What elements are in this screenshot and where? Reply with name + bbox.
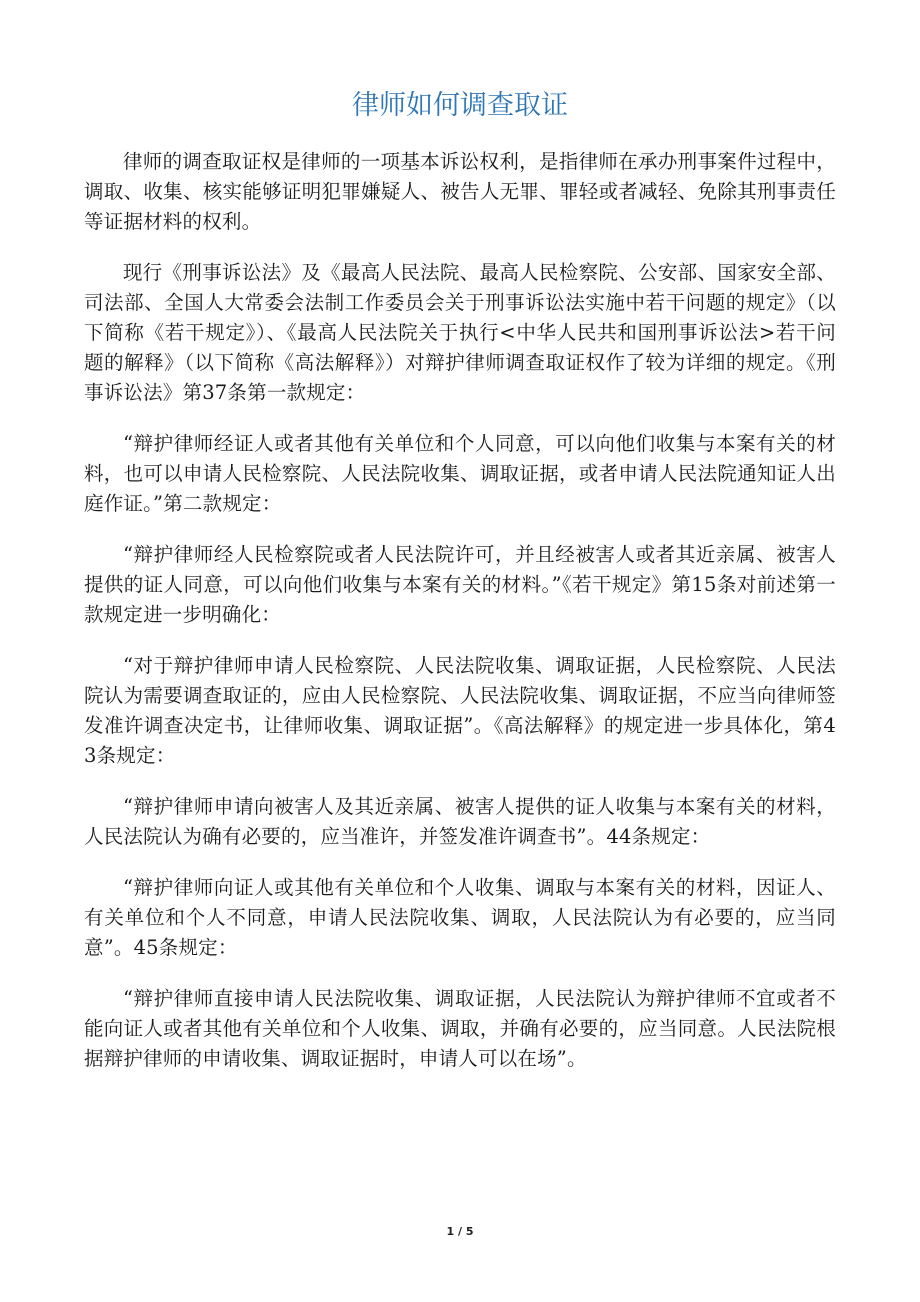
- paragraph-article-37-clause-1: “辩护律师经证人或者其他有关单位和个人同意，可以向他们收集与本案有关的材料，也可以申请人民检察院、人民法院收集、调取证据，或者申请人民法院通知证人出庭作证。”第二款规定：: [84, 432, 836, 515]
- paragraph-article-15: “对于辩护律师申请人民检察院、人民法院收集、调取证据，人民检察院、人民法院认为需要调查取证的，应由人民检察院、人民法院收集、调取证据，不应当向律师签发准许调查决定书，让律师收集、调取证据”。《高法解释》的规定进一步具体化，第43条规定：: [84, 654, 836, 767]
- document-title: 律师如何调查取证: [352, 90, 568, 121]
- paragraph-intro: 律师的调查取证权是律师的一项基本诉讼权利，是指律师在承办刑事案件过程中，调取、收集、核实能够证明犯罪嫌疑人、被告人无罪、罪轻或者减轻、免除其刑事责任等证据材料的权利。: [84, 150, 836, 233]
- document-body: [84, 147, 836, 1095]
- paragraph-article-45: “辩护律师直接申请人民法院收集、调取证据，人民法院认为辩护律师不宜或者不能向证人或者其他有关单位和个人收集、调取，并确有必要的，应当同意。人民法院根据辩护律师的申请收集、调取证据时，申请人可以在场”。: [84, 987, 836, 1070]
- paragraph-current-law: 现行《刑事诉讼法》及《最高人民法院、最高人民检察院、公安部、国家安全部、司法部、全国人大常委会法制工作委员会关于刑事诉讼法实施中若干问题的规定》（以下简称《若干规定》）、《最高人民法院关于执行<中华人民共和国刑事诉讼法>若干问题的解释》（以下简称《高法解释》）对辩护律师调查取证权作了较为详细的规定。《刑事诉讼法》第37条第一款规定：: [84, 261, 836, 404]
- paragraph-article-44: “辩护律师向证人或其他有关单位和个人收集、调取与本案有关的材料，因证人、有关单位和个人不同意，申请人民法院收集、调取，人民法院认为有必要的，应当同意”。45条规定：: [84, 876, 836, 959]
- paragraph-article-37-clause-2: “辩护律师经人民检察院或者人民法院许可，并且经被害人或者其近亲属、被害人提供的证人同意，可以向他们收集与本案有关的材料。”《若干规定》第15条对前述第一款规定进一步明确化：: [84, 543, 836, 626]
- paragraph-article-43: “辩护律师申请向被害人及其近亲属、被害人提供的证人收集与本案有关的材料，人民法院认为确有必要的，应当准许，并签发准许调查书”。44条规定：: [84, 795, 836, 848]
- page-number: 1 / 5: [446, 1225, 474, 1238]
